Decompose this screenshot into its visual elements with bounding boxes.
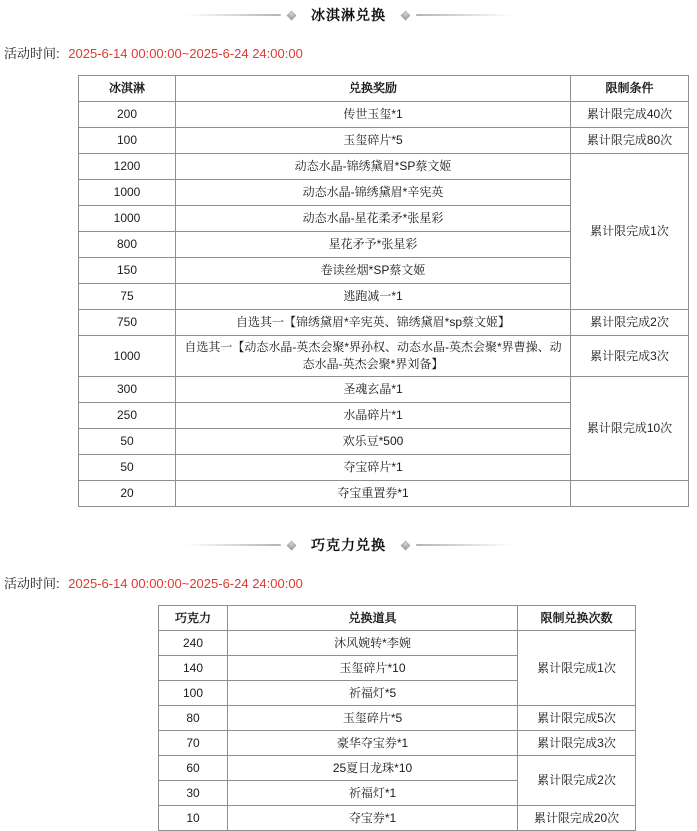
col-header-limit: 限制条件 <box>571 76 689 102</box>
activity-time-label: 活动时间: <box>4 46 60 61</box>
reward-cell: 夺宝碎片*1 <box>176 455 571 481</box>
reward-cell: 夺宝重置券*1 <box>176 481 571 507</box>
table-header-row <box>159 606 636 631</box>
reward-cell: 星花矛予*张星彩 <box>176 232 571 258</box>
limit-cell: 累计限完成3次 <box>518 731 636 756</box>
limit-cell: 累计限完成2次 <box>518 756 636 806</box>
cost-cell: 1000 <box>79 206 176 232</box>
table-row <box>79 102 689 128</box>
activity-time-value: 2025-6-14 00:00:00~2025-6-24 24:00:00 <box>68 576 303 591</box>
reward-cell: 传世玉玺*1 <box>176 102 571 128</box>
cost-cell: 70 <box>159 731 228 756</box>
cost-cell: 1000 <box>79 180 176 206</box>
limit-cell: 累计限完成1次 <box>571 154 689 310</box>
table-row <box>159 731 636 756</box>
reward-cell: 欢乐豆*500 <box>176 429 571 455</box>
limit-cell: 累计限完成40次 <box>571 102 689 128</box>
reward-cell: 动态水晶-星花柔矛*张星彩 <box>176 206 571 232</box>
cost-cell: 80 <box>159 706 228 731</box>
table-row <box>79 154 689 180</box>
cost-cell: 100 <box>79 128 176 154</box>
table-header-row <box>79 76 689 102</box>
limit-cell: 累计限完成80次 <box>571 128 689 154</box>
reward-cell: 圣魂玄晶*1 <box>176 377 571 403</box>
reward-cell: 动态水晶-锦绣黛眉*SP蔡文姬 <box>176 154 571 180</box>
reward-cell: 玉玺碎片*10 <box>228 656 518 681</box>
reward-cell: 沐风婉转*李婉 <box>228 631 518 656</box>
section-title-row <box>0 535 697 555</box>
reward-cell: 自选其一【锦绣黛眉*辛宪英、锦绣黛眉*sp蔡文姬】 <box>176 310 571 336</box>
section-chocolate-exchange <box>0 535 697 831</box>
cost-cell: 750 <box>79 310 176 336</box>
col-header-currency: 冰淇淋 <box>79 76 176 102</box>
table-row <box>79 481 689 507</box>
table-row <box>159 706 636 731</box>
limit-cell <box>571 481 689 507</box>
chocolate-exchange-table <box>158 605 636 831</box>
diamond-icon <box>287 540 297 550</box>
cost-cell: 60 <box>159 756 228 781</box>
cost-cell: 10 <box>159 806 228 831</box>
limit-cell: 累计限完成2次 <box>571 310 689 336</box>
limit-cell: 累计限完成10次 <box>571 377 689 481</box>
cost-cell: 200 <box>79 102 176 128</box>
section-gap <box>0 507 697 535</box>
cost-cell: 1000 <box>79 336 176 377</box>
reward-cell: 动态水晶-锦绣黛眉*辛宪英 <box>176 180 571 206</box>
title-divider-right <box>416 14 512 16</box>
table-row <box>159 806 636 831</box>
activity-time-label: 活动时间: <box>4 576 60 591</box>
table-row <box>159 631 636 656</box>
cost-cell: 50 <box>79 455 176 481</box>
col-header-reward: 兑换道具 <box>228 606 518 631</box>
reward-cell: 25夏日龙珠*10 <box>228 756 518 781</box>
reward-cell: 水晶碎片*1 <box>176 403 571 429</box>
col-header-limit: 限制兑换次数 <box>518 606 636 631</box>
diamond-icon <box>401 540 411 550</box>
section-title: 冰淇淋兑换 <box>311 7 386 23</box>
table-row <box>79 336 689 377</box>
col-header-currency: 巧克力 <box>159 606 228 631</box>
table-row <box>79 128 689 154</box>
limit-cell: 累计限完成1次 <box>518 631 636 706</box>
reward-cell: 玉玺碎片*5 <box>228 706 518 731</box>
reward-cell: 卷读丝烟*SP蔡文姬 <box>176 258 571 284</box>
limit-cell: 累计限完成5次 <box>518 706 636 731</box>
section-title-row <box>0 5 697 25</box>
cost-cell: 30 <box>159 781 228 806</box>
diamond-icon <box>287 10 297 20</box>
col-header-reward: 兑换奖励 <box>176 76 571 102</box>
reward-cell: 祈福灯*5 <box>228 681 518 706</box>
activity-time-value: 2025-6-14 00:00:00~2025-6-24 24:00:00 <box>68 46 303 61</box>
title-divider-right <box>416 544 512 546</box>
cost-cell: 1200 <box>79 154 176 180</box>
title-divider-left <box>185 544 281 546</box>
reward-cell: 自选其一【动态水晶-英杰会聚*界孙权、动态水晶-英杰会聚*界曹操、动态水晶-英杰会聚*界刘备】 <box>176 336 571 377</box>
cost-cell: 20 <box>79 481 176 507</box>
cost-cell: 100 <box>159 681 228 706</box>
title-divider-left <box>185 14 281 16</box>
ice-cream-exchange-table <box>78 75 689 507</box>
reward-cell: 玉玺碎片*5 <box>176 128 571 154</box>
table-row <box>79 310 689 336</box>
section-title: 巧克力兑换 <box>311 537 386 553</box>
cost-cell: 240 <box>159 631 228 656</box>
cost-cell: 140 <box>159 656 228 681</box>
reward-cell: 夺宝券*1 <box>228 806 518 831</box>
reward-cell: 祈福灯*1 <box>228 781 518 806</box>
cost-cell: 800 <box>79 232 176 258</box>
activity-time-row <box>4 46 697 62</box>
table-row <box>159 756 636 781</box>
cost-cell: 50 <box>79 429 176 455</box>
reward-cell: 逃跑减一*1 <box>176 284 571 310</box>
reward-cell: 豪华夺宝券*1 <box>228 731 518 756</box>
cost-cell: 300 <box>79 377 176 403</box>
limit-cell: 累计限完成20次 <box>518 806 636 831</box>
cost-cell: 75 <box>79 284 176 310</box>
section-ice-cream-exchange <box>0 5 697 507</box>
diamond-icon <box>401 10 411 20</box>
cost-cell: 250 <box>79 403 176 429</box>
activity-time-row <box>4 576 697 592</box>
table-row <box>79 377 689 403</box>
cost-cell: 150 <box>79 258 176 284</box>
limit-cell: 累计限完成3次 <box>571 336 689 377</box>
